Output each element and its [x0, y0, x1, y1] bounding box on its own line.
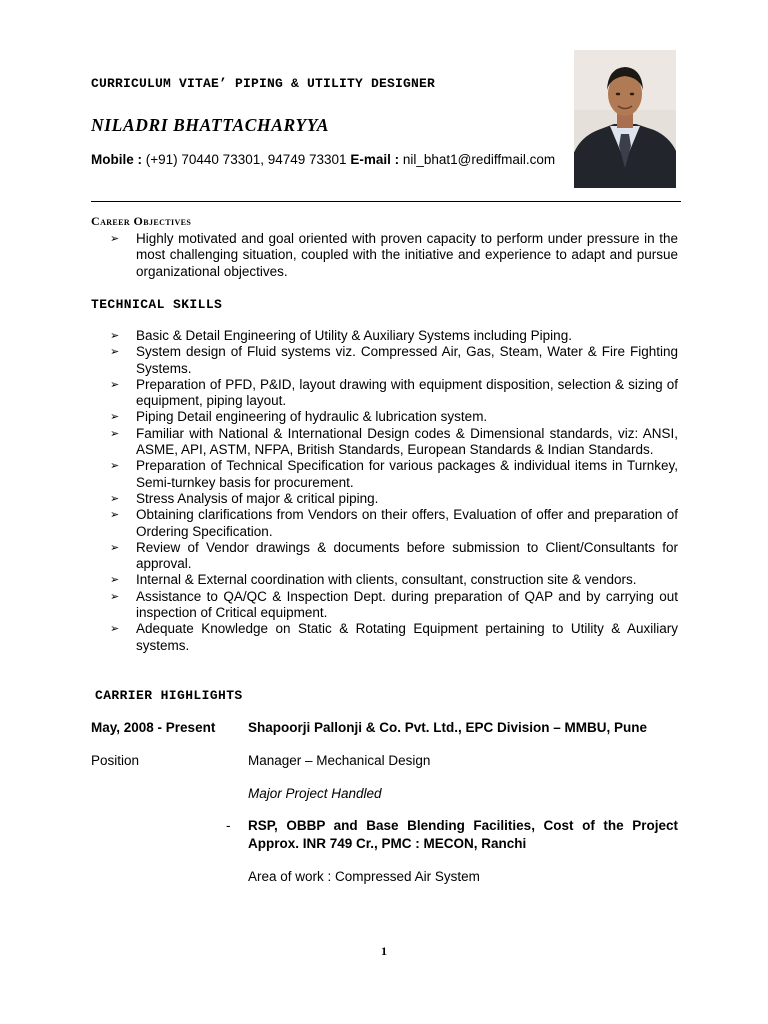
arrow-bullet-icon: ➢ [110, 427, 120, 440]
employment-period: May, 2008 - Present [91, 720, 216, 735]
career-objectives-list [110, 231, 678, 280]
list-item: ➢ Obtaining clarifications from Vendors on their offers, Evaluation of offer and preparation of Ordering Specification. [110, 507, 678, 539]
list-item: ➢ Review of Vendor drawings & documents before submission to Client/Consultants for approval. [110, 539, 678, 572]
mobile-value: (+91) 70440 73301, 94749 73301 [142, 152, 351, 167]
list-item: ➢ Internal & External coordination with clients, consultant, construction site & vendors. [110, 572, 637, 588]
email-value: nil_bhat1@rediffmail.com [399, 152, 556, 167]
arrow-bullet-icon: ➢ [110, 411, 120, 424]
list-item: ➢ Familiar with National & International Design codes & Dimensional standards, viz: ANSI, ASME, API, ASTM, NFPA, British Standards, European Standards & Indian Standards. [110, 425, 678, 458]
carrier-highlights-heading: CARRIER HIGHLIGHTS [95, 688, 243, 703]
candidate-name: NILADRI BHATTACHARYYA [91, 115, 330, 135]
email-label: E-mail : [350, 152, 400, 167]
arrow-bullet-icon: ➢ [110, 460, 120, 473]
arrow-bullet-icon: ➢ [110, 541, 120, 554]
arrow-bullet-icon: ➢ [110, 378, 120, 391]
list-item: ➢ Stress Analysis of major & critical piping. [110, 490, 379, 506]
contact-line [91, 152, 555, 167]
position-value: Manager – Mechanical Design [248, 753, 431, 768]
arrow-bullet-icon: ➢ [110, 233, 120, 245]
arrow-bullet-icon: ➢ [110, 492, 120, 505]
area-of-work: Area of work : Compressed Air System [248, 869, 480, 884]
portrait-photo-graphic [574, 50, 676, 188]
list-item: ➢ Preparation of PFD, P&ID, layout drawing with equipment disposition, selection & sizing of equipment, piping layout. [110, 376, 678, 409]
arrow-bullet-icon: ➢ [110, 574, 120, 587]
technical-skills-heading: TECHNICAL SKILLS [91, 297, 223, 312]
arrow-bullet-icon: ➢ [110, 509, 120, 522]
list-item: ➢ Highly motivated and goal oriented with proven capacity to perform under pressure in the most challenging situation, coupled with the initiative and experience to adapt and pursue organizational objectives. [110, 231, 678, 279]
list-item: ➢ System design of Fluid systems viz. Compressed Air, Gas, Steam, Water & Fire Fighting Systems. [110, 344, 678, 376]
list-item: ➢ Basic & Detail Engineering of Utility & Auxiliary Systems including Piping. [110, 328, 572, 343]
projects-heading: Major Project Handled [248, 786, 382, 801]
list-item: ➢ Piping Detail engineering of hydraulic & lubrication system. [110, 409, 488, 425]
list-item: ➢ Preparation of Technical Specification for various packages & individual items in Turnkey, Semi-turnkey basis for procurement. [110, 458, 678, 490]
arrow-bullet-icon: ➢ [110, 346, 120, 359]
arrow-bullet-icon: ➢ [110, 590, 120, 603]
list-item: ➢ Adequate Knowledge on Static & Rotating Equipment pertaining to Utility & Auxiliary systems. [110, 621, 678, 653]
header-divider [91, 201, 681, 202]
list-item: ➢ Assistance to QA/QC & Inspection Dept. during preparation of QAP and by carrying out inspection of Critical equipment. [110, 588, 678, 621]
company-name: Shapoorji Pallonji & Co. Pvt. Ltd., EPC Division – MMBU, Pune [248, 720, 648, 735]
project-title: RSP, OBBP and Base Blending Facilities, Cost of the Project Approx. INR 749 Cr., PMC : MECON, Ranchi [248, 818, 678, 851]
arrow-bullet-icon: ➢ [110, 330, 120, 342]
project-dash: - [226, 818, 231, 833]
portrait-photo-icon [574, 50, 676, 188]
mobile-label: Mobile : [91, 152, 142, 167]
page-number: 1 [381, 944, 387, 958]
arrow-bullet-icon: ➢ [110, 623, 120, 636]
document-heading: CURRICULUM VITAE’ PIPING & UTILITY DESIGNER [91, 76, 436, 91]
career-objectives-heading: Career Objectives [91, 214, 192, 228]
position-label: Position [91, 753, 140, 768]
technical-skills-list [110, 328, 678, 654]
